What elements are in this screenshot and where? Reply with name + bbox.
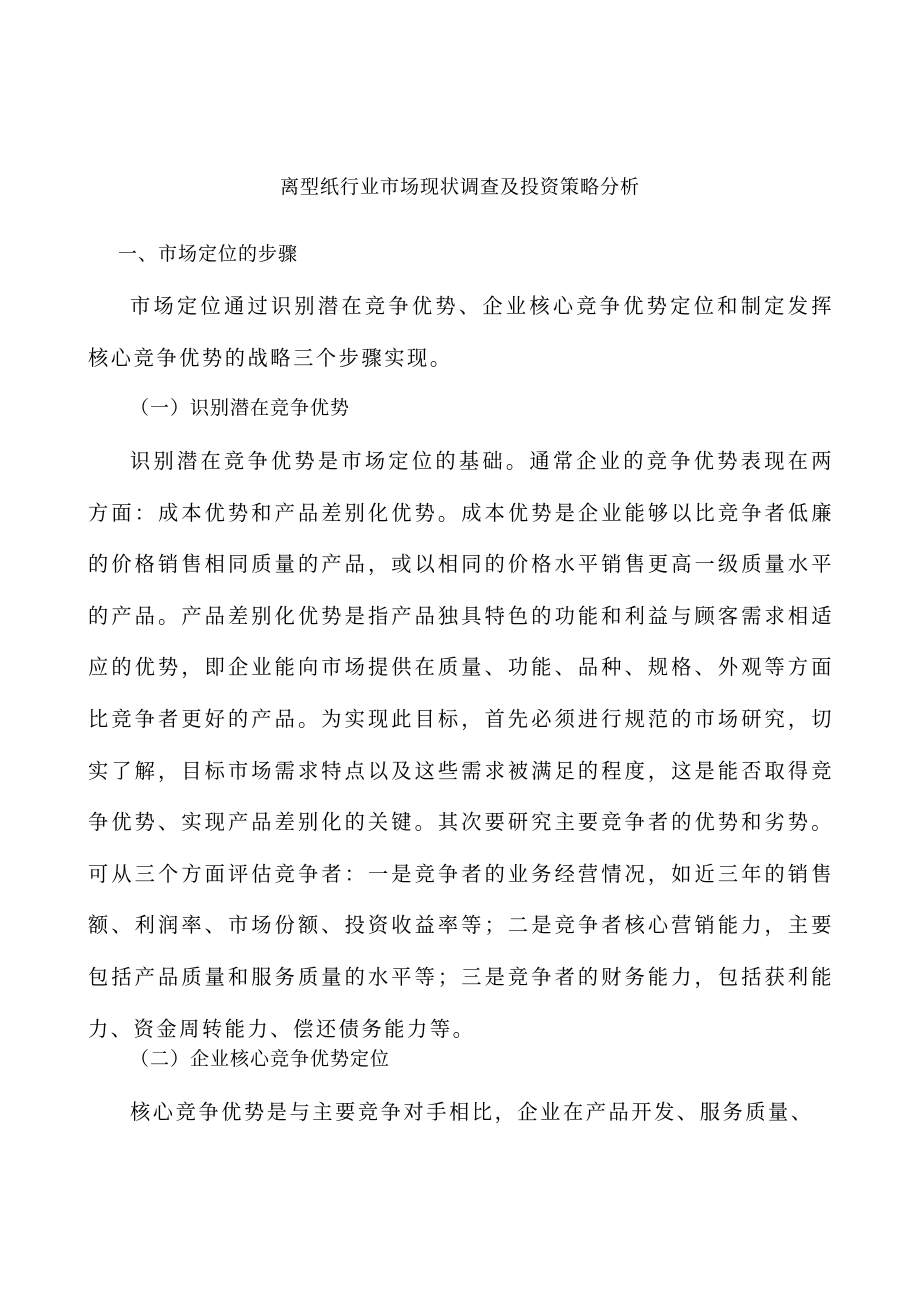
subsection-heading-core-advantage-positioning: （二）企业核心竞争优势定位 [130, 1048, 391, 1070]
document-title: 离型纸行业市场现状调查及投资策略分析 [279, 176, 640, 198]
paragraph-core-advantage: 核心竞争优势是与主要竞争对手相比，企业在产品开发、服务质量、 [130, 1100, 814, 1124]
subsection-heading-identify-advantage: （一）识别潜在竞争优势 [130, 397, 351, 419]
paragraph-identify-advantage: 识别潜在竞争优势是市场定位的基础。通常企业的竞争优势表现在两方面：成本优势和产品差别化优势。成本优势是企业能够以比竞争者低廉的价格销售相同质量的产品，或以相同的价格水平销售更高一级质量水平的产品。产品差别化优势是指产品独具特色的功能和利益与顾客需求相适应的优势，即企业能向市场提供在质量、功能、品种、规格、外观等方面比竞争者更好的产品。为实现此目标，首先必须进行规范的市场研究，切实了解，目标市场需求特点以及这些需求被满足的程度，这是能否取得竞争优势、实现产品差别化的关键。其次要研究主要竞争者的优势和劣势。可从三个方面评估竞争者：一是竞争者的业务经营情况，如近三年的销售额、利润率、市场份额、投资收益率等；二是竞争者核心营销能力，主要包括产品质量和服务质量的水平等；三是竞争者的财务能力，包括获利能力、资金周转能力、偿还债务能力等。 [88, 449, 834, 1041]
section-heading-market-positioning-steps: 一、市场定位的步骤 [118, 243, 299, 265]
paragraph-intro: 市场定位通过识别潜在竞争优势、企业核心竞争优势定位和制定发挥核心竞争优势的战略三个步骤实现。 [88, 294, 834, 370]
